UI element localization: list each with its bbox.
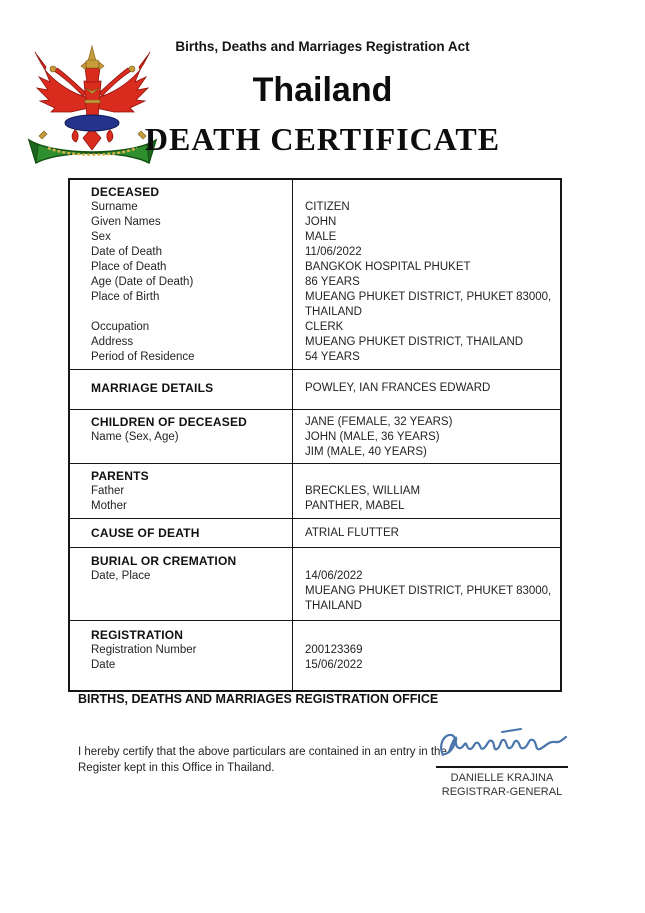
registration-office-heading: BIRTHS, DEATHS AND MARRIAGES REGISTRATION OFFICE: [78, 692, 439, 706]
country-title: Thailand: [252, 71, 393, 109]
field-value: 14/06/2022: [305, 570, 363, 582]
section-heading: CAUSE OF DEATH: [91, 526, 200, 540]
field-value: MUEANG PHUKET DISTRICT, PHUKET 83000,: [305, 585, 552, 597]
field-value: 11/06/2022: [305, 246, 362, 258]
section-heading: BURIAL OR CREMATION: [91, 554, 237, 568]
section-heading: MARRIAGE DETAILS: [91, 381, 214, 395]
value-column: [292, 464, 560, 518]
field-value: [305, 469, 554, 484]
field-label: Date, Place: [91, 570, 151, 582]
field-label: Given Names: [91, 216, 161, 228]
field-value: JIM (MALE, 40 YEARS): [305, 446, 427, 458]
field-label: Address: [91, 336, 134, 348]
field-label: [91, 445, 286, 460]
value-column: [292, 180, 560, 369]
section-cause: [70, 518, 560, 547]
field-label: Date of Death: [91, 246, 162, 258]
field-value: THAILAND: [305, 306, 362, 318]
value-column: [292, 519, 560, 547]
field-value: PANTHER, MABEL: [305, 500, 405, 512]
field-label: Father: [91, 485, 125, 497]
field-label: Mother: [91, 500, 127, 512]
field-value: BRECKLES, WILLIAM: [305, 485, 421, 497]
field-label: Surname: [91, 201, 138, 213]
label-column: [70, 370, 292, 409]
field-label: [91, 584, 286, 599]
label-column: [70, 410, 292, 463]
value-column: [292, 410, 560, 463]
field-label: Registration Number: [91, 644, 197, 656]
field-value: [305, 628, 554, 643]
label-column: [70, 548, 292, 620]
value-column: [292, 621, 560, 690]
field-value: 54 YEARS: [305, 351, 360, 363]
field-label: Sex: [91, 231, 111, 243]
field-value: MUEANG PHUKET DISTRICT, PHUKET 83000,: [305, 291, 552, 303]
act-title: Births, Deaths and Marriages Registration Act: [175, 39, 470, 54]
field-value: THAILAND: [305, 600, 362, 612]
field-value: CITIZEN: [305, 201, 350, 213]
label-column: [70, 519, 292, 547]
field-label: [91, 305, 286, 320]
field-value: ATRIAL FLUTTER: [305, 527, 399, 539]
signature-line: [436, 766, 568, 768]
value-column: [292, 370, 560, 409]
section-deceased: [70, 180, 560, 369]
value-column: [292, 548, 560, 620]
section-burial: [70, 547, 560, 620]
field-value: 200123369: [305, 644, 363, 656]
field-label: Place of Death: [91, 261, 167, 273]
field-value: CLERK: [305, 321, 344, 333]
field-label: Occupation: [91, 321, 150, 333]
certificate-table: [68, 178, 562, 692]
section-heading: REGISTRATION: [91, 628, 184, 642]
registrar-name: DANIELLE KRAJINA: [450, 772, 554, 784]
registrar-title: REGISTRAR-GENERAL: [441, 786, 563, 798]
field-value: MALE: [305, 231, 337, 243]
field-value: [305, 554, 554, 569]
section-heading: PARENTS: [91, 469, 149, 483]
field-label: Place of Birth: [91, 291, 160, 303]
section-heading: CHILDREN OF DECEASED: [91, 415, 248, 429]
field-value: [305, 185, 554, 200]
certification-statement: I hereby certify that the above particulars are contained in an entry in the Register kept in this Office in Thailand.: [78, 746, 447, 774]
signature-block: [436, 724, 568, 799]
signature-icon: [436, 724, 568, 764]
section-registration: [70, 620, 560, 690]
label-column: [70, 464, 292, 518]
field-value: MUEANG PHUKET DISTRICT, THAILAND: [305, 336, 524, 348]
section-marriage: [70, 369, 560, 409]
field-value: BANGKOK HOSPITAL PHUKET: [305, 261, 471, 273]
field-value: JANE (FEMALE, 32 YEARS): [305, 416, 453, 428]
field-value: POWLEY, IAN FRANCES EDWARD: [305, 382, 491, 394]
field-value: JOHN (MALE, 36 YEARS): [305, 431, 440, 443]
field-value: JOHN: [305, 216, 337, 228]
label-column: [70, 180, 292, 369]
section-parents: [70, 463, 560, 518]
label-column: [70, 621, 292, 690]
field-label: Period of Residence: [91, 351, 195, 363]
certificate-title: DEATH CERTIFICATE: [144, 121, 501, 157]
field-label: Date: [91, 659, 116, 671]
field-label: Age (Date of Death): [91, 276, 194, 288]
field-value: 15/06/2022: [305, 659, 363, 671]
section-heading: DECEASED: [91, 185, 160, 199]
field-value: 86 YEARS: [305, 276, 360, 288]
field-label: Name (Sex, Age): [91, 431, 179, 443]
field-label: [91, 599, 286, 614]
section-children: [70, 409, 560, 463]
